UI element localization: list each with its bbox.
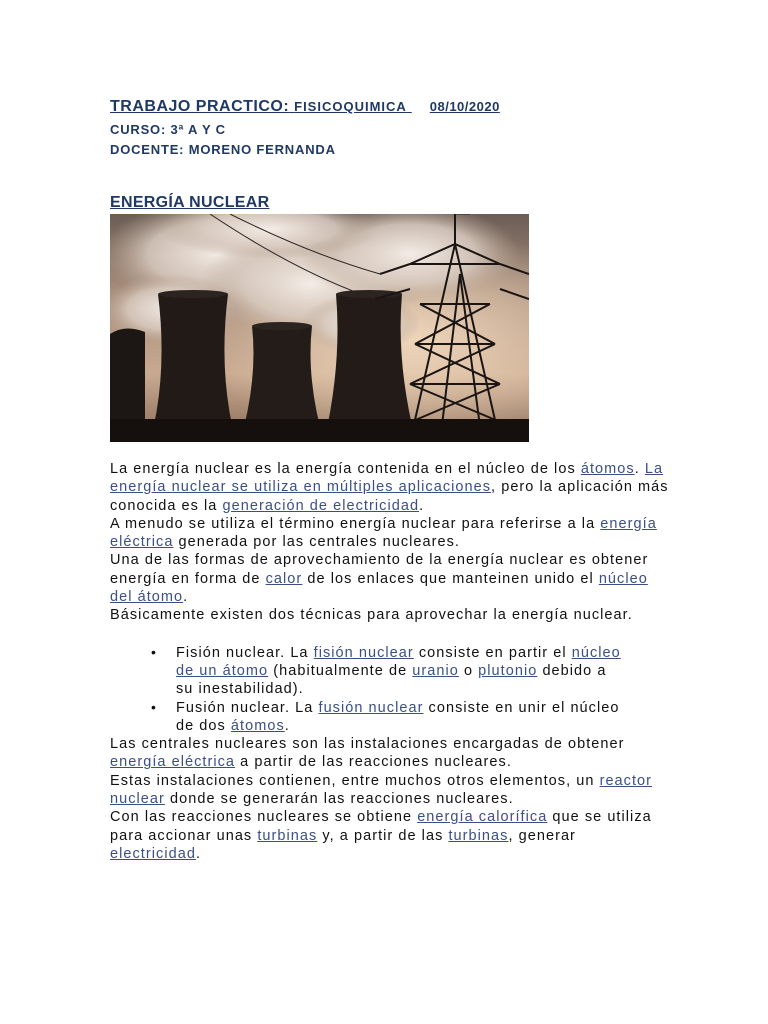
paragraph-6: Estas instalaciones contienen, entre muchos otros elementos, un reactor nuclear donde se generarán las reacciones nucleares. bbox=[110, 772, 653, 808]
list-item-fision: • Fisión nuclear. La fisión nuclear consiste en partir el núcleo de un átomo (habitualmente de uranio o plutonio debido a su inestabilidad). bbox=[176, 644, 626, 699]
paragraph-2: A menudo se utiliza el término energía nuclear para referirse a la energía eléctrica generada por las centrales nucleares. bbox=[110, 515, 657, 551]
link-electricidad[interactable]: electricidad bbox=[110, 845, 196, 862]
link-aplicaciones[interactable]: La energía nuclear se utiliza en múltiples aplicaciones bbox=[110, 461, 664, 496]
document-page bbox=[110, 98, 670, 863]
link-turbinas-2[interactable]: turbinas bbox=[448, 827, 509, 844]
link-nucleo-de-un-atomo[interactable]: núcleo de un átomo bbox=[176, 644, 621, 679]
document-title bbox=[110, 98, 670, 116]
title-subject: FISICOQUIMICA bbox=[294, 99, 407, 114]
techniques-list bbox=[110, 644, 670, 735]
paragraph-3: Una de las formas de aprovechamiento de la energía nuclear es obtener energía en forma de calor de los enlaces que manteinen unido el núcleo del átomo. bbox=[110, 552, 649, 606]
title-date: 08/10/2020 bbox=[429, 99, 500, 114]
document-body bbox=[110, 460, 670, 863]
link-energia-calorifica[interactable]: energía calorífica bbox=[417, 809, 548, 826]
link-atomos-2[interactable]: átomos bbox=[230, 717, 285, 734]
link-energia-electrica-2[interactable]: energía eléctrica bbox=[110, 754, 236, 771]
link-atomos[interactable]: átomos bbox=[580, 461, 635, 477]
link-nucleo-atomo[interactable]: núcleo del átomo bbox=[110, 570, 648, 606]
link-reactor-nuclear[interactable]: reactor nuclear bbox=[110, 772, 653, 808]
paragraph-7: Con las reacciones nucleares se obtiene energía calorífica que se utiliza para accionar unas turbinas y, a partir de las turbinas, generar electricidad. bbox=[110, 809, 652, 862]
link-plutonio[interactable]: plutonio bbox=[478, 662, 538, 679]
link-calor[interactable]: calor bbox=[265, 570, 303, 587]
paragraph-4: Básicamente existen dos técnicas para aprovechar la energía nuclear. bbox=[110, 607, 633, 624]
teacher-line: DOCENTE: MORENO FERNANDA bbox=[110, 142, 336, 157]
course-line: CURSO: 3ª A Y C bbox=[110, 122, 226, 137]
link-fusion-nuclear[interactable]: fusión nuclear bbox=[318, 699, 424, 716]
link-uranio[interactable]: uranio bbox=[412, 662, 459, 679]
link-fision-nuclear[interactable]: fisión nuclear bbox=[313, 644, 414, 661]
link-turbinas[interactable]: turbinas bbox=[257, 827, 318, 844]
link-generacion-electricidad[interactable]: generación de electricidad bbox=[222, 497, 420, 514]
paragraph-1: La energía nuclear es la energía contenida en el núcleo de los átomos. La energía nuclear se utiliza en múltiples aplicaciones, pero la aplicación más conocida es la generación de electricidad. bbox=[110, 461, 669, 514]
list-item-fusion: • Fusión nuclear. La fusión nuclear consiste en unir el núcleo de dos átomos. bbox=[176, 699, 626, 736]
section-title: ENERGÍA NUCLEAR bbox=[110, 194, 270, 211]
link-energia-electrica[interactable]: energía eléctrica bbox=[110, 515, 657, 551]
title-main: TRABAJO PRACTICO: bbox=[110, 98, 290, 115]
paragraph-5: Las centrales nucleares son las instalaciones encargadas de obtener energía eléctrica a partir de las reacciones nucleares. bbox=[110, 736, 625, 771]
nuclear-plant-photo bbox=[110, 214, 529, 442]
